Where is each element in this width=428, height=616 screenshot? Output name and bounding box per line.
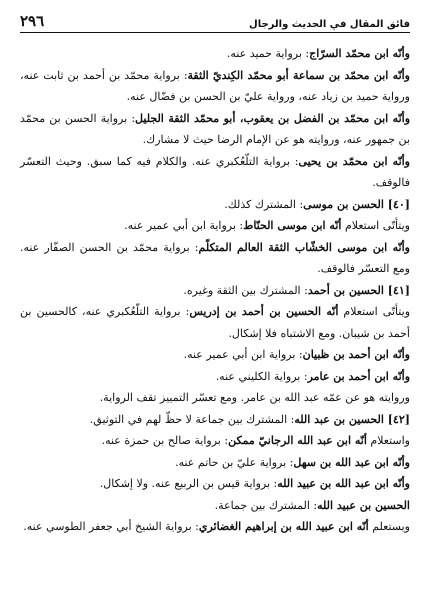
paragraph-text: واستعلام [366,434,410,447]
paragraph [20,452,410,474]
paragraph [20,430,410,452]
paragraph [20,215,410,237]
bold-term: [٤١] الحسين بن أحمد [307,283,410,297]
paragraph [20,280,410,302]
paragraph [20,344,410,366]
bold-term: وأنّه ابن أحمد بن ظبيان [302,348,410,361]
paragraph-text: : المشترك بين الثقة وغيره. [183,283,308,297]
bold-term: الحسين بن عبيد الله [317,498,410,512]
paragraph [20,43,410,65]
paragraph [20,409,410,431]
bold-term: أنّه ابن عبد الله الرجانيّ ممكن [228,434,367,447]
paragraph [20,237,410,280]
bold-term: [٤٠] الحسن بن موسى [303,197,410,211]
paragraph-text: : برواية محمّد بن الحسن الصفّار عنه. ومع التعسّر فالوقف. [20,240,410,275]
bold-term: أنّه الحسين بن أحمد بن إدريس [189,305,339,318]
paragraph-text: : برواية محمّد بن أحمد بن ثابت عنه، ورواية حميد بن زياد عنه، ورواية عليّ بن الحسن بن فضّال عنه. [20,68,410,103]
paragraph-text: : المشترك بين جماعة. [214,498,318,512]
bold-term: وأنّه ابن عبد الله بن سهل [293,455,410,469]
paragraph [20,366,410,388]
paragraph [20,495,410,517]
paragraph-text: وروايته هو عن عمّه عبد الله بن عامر. ومع تعسّر التمييز تقف الرواية. [99,391,410,404]
paragraph-text: : برواية حميد عنه. [226,47,310,60]
paragraph-text: : برواية الحسن بن محمّد بن جمهور عنه، وروايته هو عن الإمام الرضا حيث لا مشارك. [20,111,410,146]
paragraph-text: : برواية ابن أبي عمير عنه. [124,219,244,232]
paragraph-text: ويتأتّى استعلام [338,305,411,318]
paragraph-text: : المشترك بين جماعة لا حظّ لهم في التوثيق. [89,412,295,426]
paragraph [20,194,410,216]
paragraph-text: : برواية ابن أبي عمير عنه. [183,348,303,361]
paragraph [20,108,410,151]
paragraph-text: : برواية عليّ بن حاتم عنه. [175,455,294,469]
bold-term: وأنّه ابن محمّد بن الفضل بن يعقوب، أبو محمّد الثقة الجليل [135,111,411,125]
bold-term: أنّه ابن عبيد الله بن إبراهيم الغضائري [198,520,369,533]
paragraph-text: : برواية قيس بن الربيع عنه. ولا إشكال. [99,477,278,490]
paragraph-text: ويستعلم [368,520,410,533]
paragraph-text: : برواية الكليني عنه. [215,369,308,383]
paragraph-text: : برواية التلّعُكبري عنه. والكلام فيه كما سبق. وحيث التعسّر فالوقف. [20,154,410,189]
body-text [20,43,410,538]
bold-term: وأنّه ابن محمّد بن سماعة أبو محمّد الكِنديّ الثقة [187,68,410,82]
bold-term: وأنّه ابن محمّد بن يحيى [298,154,410,168]
paragraph [20,516,410,538]
bold-term: وأنّه ابن موسى الخشّاب الثقة العالم المتكلّم [198,240,410,254]
bold-term: [٤٢] الحسين بن عبد الله [294,412,410,426]
paragraph-text: : برواية صالح بن حمزة عنه. [101,434,229,447]
bold-term: وأنّه ابن عبد الله بن عبيد الله [277,477,410,490]
paragraph [20,301,410,344]
bold-term: وأنّه ابن محمّد السرّاج [309,47,410,60]
paragraph [20,387,410,409]
bold-term: وأنّه ابن أحمد بن عامر [307,369,410,383]
bold-term: أنّه ابن موسى الحنّاط [243,219,342,232]
paragraph-text: ويتأتّى استعلام [341,219,410,232]
paragraph [20,65,410,108]
document-page [20,10,410,610]
page-number: ٢٩٦ [20,12,45,30]
paragraph-text: : المشترك كذلك. [224,197,304,211]
page-header [20,10,410,33]
paragraph-text: : برواية التلّعُكبري عنه، كالحسين بن أحمد بن شيبان. ومع الاشتباه فلا إشكال. [20,305,410,340]
paragraph-text: : برواية الشيخ أبي جعفر الطوسي عنه. [23,520,199,533]
paragraph [20,473,410,495]
running-title: فائق المقال في الحديث والرجال [249,19,410,30]
paragraph [20,151,410,194]
